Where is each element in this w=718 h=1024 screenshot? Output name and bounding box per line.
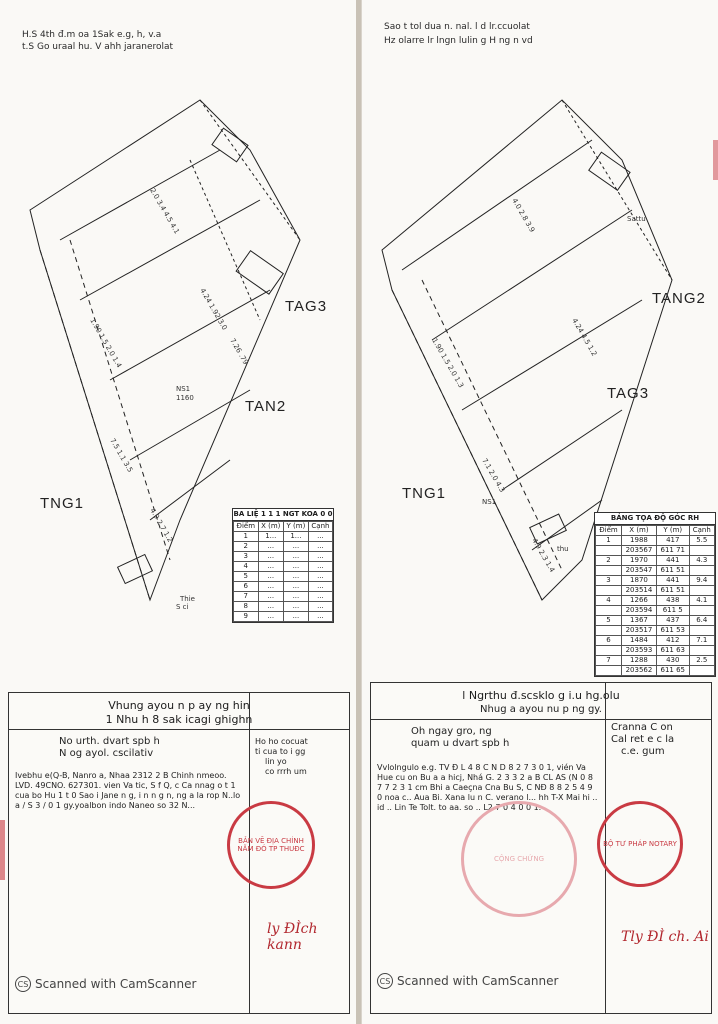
table-row — [596, 546, 715, 556]
table-row — [234, 562, 333, 572]
table-row — [596, 586, 715, 596]
svg-text:4.24 4.5 1.2: 4.24 4.5 1.2 — [570, 317, 599, 358]
coord-header-cell: Y (m) — [656, 526, 689, 536]
coord-cell — [596, 626, 622, 636]
coord-header-cell: Điểm — [596, 526, 622, 536]
table-row — [596, 626, 715, 636]
coord-cell: 7 — [596, 656, 622, 666]
coord-cell: 430 — [656, 656, 689, 666]
right-red-stamp — [597, 801, 683, 887]
table-row — [596, 596, 715, 606]
left-bottom-title2: 1 Nhu h 8 sak icagi ghighn — [105, 713, 253, 726]
coord-cell — [596, 586, 622, 596]
left-watermark-text: Scanned with CamScanner — [35, 977, 197, 991]
coord-cell — [596, 566, 622, 576]
coord-cell — [596, 546, 622, 556]
camscanner-icon: CS — [377, 973, 393, 989]
ns-label: NS1 — [176, 385, 191, 393]
coord-cell: 203593 — [621, 646, 656, 656]
coord-cell — [596, 606, 622, 616]
table-row — [234, 602, 333, 612]
tang2-label: TAN2 — [245, 398, 287, 415]
right-signature: Tly ĐÌ ch. Ai — [621, 929, 709, 945]
left-header-line2: t.S Go uraal hu. V ahh jaranerolat — [22, 42, 174, 52]
table-row — [234, 532, 333, 542]
coord-cell: 7 — [234, 592, 259, 602]
right-notary-box — [370, 682, 712, 1014]
coord-cell: 5.5 — [689, 536, 714, 546]
coord-cell: ... — [283, 612, 308, 622]
table-row — [596, 556, 715, 566]
coord-cell — [689, 626, 714, 636]
coord-cell: 4 — [234, 562, 259, 572]
coord-cell: ... — [283, 592, 308, 602]
left-coordinate-table — [232, 508, 334, 623]
svg-text:7.5 1.1 3.5: 7.5 1.1 3.5 — [108, 437, 135, 474]
left-page — [0, 0, 356, 1024]
left-header-line1: H.S 4th đ.m oa 1Sak e.g, h, v.a — [22, 30, 162, 40]
coord-cell: 203517 — [621, 626, 656, 636]
left-edge-stamp-mark — [0, 820, 5, 880]
right-faint-stamp-text: CỘNG CHỨNG — [493, 855, 545, 863]
coord-cell: 441 — [656, 576, 689, 586]
coord-cell — [689, 666, 714, 676]
right-coord-title: BẢNG TỌA ĐỘ GÓC RH — [595, 513, 715, 525]
coord-cell: 1484 — [621, 636, 656, 646]
table-row — [234, 612, 333, 622]
coord-cell: 1 — [234, 532, 259, 542]
right-ns-label: NS1 — [482, 498, 497, 506]
coord-cell: ... — [258, 542, 283, 552]
coord-cell: ... — [308, 612, 332, 622]
svg-text:4.24 1.92 3.0: 4.24 1.92 3.0 — [198, 287, 229, 332]
right-sign-line3: c.e. gum — [621, 746, 665, 757]
table-row — [596, 666, 715, 676]
coord-cell: 611 53 — [656, 626, 689, 636]
table-row — [596, 566, 715, 576]
coord-cell: 417 — [656, 536, 689, 546]
ns-sub-label: 1160 — [176, 394, 194, 402]
coord-cell: ... — [308, 552, 332, 562]
coord-header-cell: X (m) — [621, 526, 656, 536]
coord-header-cell: Y (m) — [283, 522, 308, 532]
left-sign-line4: co rrrh um — [265, 767, 307, 776]
coord-cell: ... — [258, 572, 283, 582]
coord-cell: 1288 — [621, 656, 656, 666]
coord-cell: 611 51 — [656, 566, 689, 576]
left-coord-grid — [233, 521, 333, 622]
coord-cell: 1870 — [621, 576, 656, 586]
right-sign-line1: Cranna C on — [611, 722, 673, 733]
coord-cell: ... — [258, 552, 283, 562]
coord-cell — [689, 566, 714, 576]
coord-cell: 1 — [596, 536, 622, 546]
coord-cell: 4 — [596, 596, 622, 606]
coord-cell: ... — [283, 582, 308, 592]
coord-cell: 611 5 — [656, 606, 689, 616]
coord-cell: ... — [308, 542, 332, 552]
left-red-stamp — [227, 801, 315, 889]
right-tang3-label: TAG3 — [607, 385, 650, 402]
coord-cell: ... — [258, 582, 283, 592]
right-header-line2: Hz olarre lr lngn lulin g H ng n vd — [384, 36, 533, 46]
coord-cell: 412 — [656, 636, 689, 646]
coord-cell: ... — [283, 542, 308, 552]
coord-cell: ... — [308, 562, 332, 572]
right-page — [362, 0, 718, 1024]
coord-header-cell: Điểm — [234, 522, 259, 532]
svg-text:4.9 2.7 1.2: 4.9 2.7 1.2 — [148, 507, 175, 544]
coord-cell: 9.4 — [689, 576, 714, 586]
table-row — [596, 636, 715, 646]
svg-text:1.90 1.5 2.0 1.4: 1.90 1.5 2.0 1.4 — [88, 317, 124, 370]
coord-cell: 7.1 — [689, 636, 714, 646]
then-label: Thie — [180, 595, 195, 603]
table-row — [596, 656, 715, 666]
right-stamp-text: BỘ TƯ PHÁP NOTARY — [603, 840, 677, 848]
coord-cell: ... — [258, 562, 283, 572]
right-watermark — [377, 973, 558, 989]
coord-cell: 1... — [258, 532, 283, 542]
coord-cell: ... — [308, 532, 332, 542]
svg-text:1.90 1.5 2.0 1.3: 1.90 1.5 2.0 1.3 — [430, 337, 466, 390]
svg-text:4.9 2.3 1.4: 4.9 2.3 1.4 — [530, 537, 557, 574]
coord-cell: 1... — [283, 532, 308, 542]
coord-cell — [689, 646, 714, 656]
right-coordinate-table — [594, 512, 716, 677]
right-header-line1: Sao t tol dua n. nal. l d lr.ccuolat — [384, 22, 530, 32]
tang3-label: TAG3 — [285, 298, 328, 315]
svg-text:2.0 3.4 4.5 4.1: 2.0 3.4 4.5 4.1 — [148, 187, 181, 236]
camscanner-icon: CS — [15, 976, 31, 992]
coord-cell: 6 — [596, 636, 622, 646]
coord-cell: ... — [283, 602, 308, 612]
table-row — [234, 592, 333, 602]
coord-cell: 3 — [596, 576, 622, 586]
coord-cell: 5 — [596, 616, 622, 626]
coord-cell: 441 — [656, 556, 689, 566]
table-row — [234, 552, 333, 562]
right-sub-title2: Oh ngay gro, ng — [411, 726, 492, 737]
coord-cell: 8 — [234, 602, 259, 612]
left-sign-line2: ti cua to i gg — [255, 747, 306, 756]
coord-cell: 1367 — [621, 616, 656, 626]
right-coord-grid — [595, 525, 715, 676]
left-notary-box — [8, 692, 350, 1014]
right-tang2-label: TANG2 — [652, 290, 706, 307]
coord-cell: 611 63 — [656, 646, 689, 656]
right-bottom-subtitle: Nhug a ayou nu p ng gy. — [480, 704, 602, 715]
coord-header-cell: Cạnh — [689, 526, 714, 536]
coord-cell — [596, 646, 622, 656]
coord-cell: 203514 — [621, 586, 656, 596]
table-row — [596, 616, 715, 626]
table-row — [234, 572, 333, 582]
left-sub-title2: N og ayol. cscilativ — [59, 748, 154, 759]
coord-cell: 2 — [234, 542, 259, 552]
coord-header-cell: X (m) — [258, 522, 283, 532]
coord-cell: 438 — [656, 596, 689, 606]
coord-cell: 2 — [596, 556, 622, 566]
coord-cell: 203547 — [621, 566, 656, 576]
then-sub-label: S ci — [176, 603, 189, 611]
coord-cell: ... — [308, 602, 332, 612]
coord-cell: 203562 — [621, 666, 656, 676]
coord-cell: ... — [283, 552, 308, 562]
coord-cell: 6 — [234, 582, 259, 592]
table-row — [596, 646, 715, 656]
right-watermark-text: Scanned with CamScanner — [397, 974, 559, 988]
right-body-text: Vvlolngulo e.g. TV Đ L 4 8 C N D 8 2 7 3 0 1, vién Va Hue cu on Bu a a hicj, Nhá G. 2 3 3 2 a B CL AS (N 0 8 7 7 2 3 1 cm Bhi a Caeçna Cna Bu S, C NĐ 8 8 2 5 4 9 0 noa c.. Aua Bi. Xana lu n C. verano l... hh T-X Mai hi .. id .. Lin Te Tolt. to aa. so .. L2 7 0 4 0 0 1. — [377, 763, 598, 812]
table-row — [234, 542, 333, 552]
svg-text:4.0 2.8 3.9: 4.0 2.8 3.9 — [510, 197, 537, 234]
coord-cell: 5 — [234, 572, 259, 582]
coord-cell: ... — [308, 582, 332, 592]
coord-cell: 611 65 — [656, 666, 689, 676]
table-row — [234, 582, 333, 592]
coord-cell — [689, 546, 714, 556]
coord-cell: 1970 — [621, 556, 656, 566]
coord-cell: ... — [283, 562, 308, 572]
coord-cell: 203594 — [621, 606, 656, 616]
coord-cell: 611 71 — [656, 546, 689, 556]
coord-cell: ... — [258, 592, 283, 602]
coord-cell: 203567 — [621, 546, 656, 556]
coord-cell: 3 — [234, 552, 259, 562]
table-row — [596, 576, 715, 586]
coord-cell — [689, 586, 714, 596]
coord-cell: 2.5 — [689, 656, 714, 666]
left-body-text: Ivebhu e(Q-B, Nanro a, Nhaa 2312 2 B Chinh nmeoo. LVD. 49CNO. 627301. vien Va tic, S f Q, c Ca nnag o t 1 cua bo Hu 1 t 0 Sao i Jane n g, i n n g n, ng a la rop N..lo a / S 3 / 0 1 gy.yoalbon indo Naneo so 32 N... — [15, 771, 241, 810]
left-bottom-title1: Vhung ayou n p ay ng hin — [108, 699, 250, 712]
coord-cell: ... — [308, 592, 332, 602]
right-sign-line2: Cal ret e c la — [611, 734, 675, 745]
left-sub-title1: No urth. dvart spb h — [59, 736, 160, 747]
coord-cell: 6.4 — [689, 616, 714, 626]
coord-cell — [689, 606, 714, 616]
right-sat-label: Sattu — [627, 215, 646, 223]
right-then-label: thu — [557, 545, 569, 553]
svg-text:7.26 .79: 7.26 .79 — [228, 337, 250, 367]
coord-cell: 4.3 — [689, 556, 714, 566]
right-bottom-title: l Ngrthu đ.scsklo g i.u hg.olu — [462, 689, 620, 702]
coord-cell: 9 — [234, 612, 259, 622]
tang1-label: TNG1 — [40, 495, 85, 512]
left-watermark — [15, 976, 196, 992]
coord-cell — [596, 666, 622, 676]
coord-cell: ... — [308, 572, 332, 582]
coord-header-cell: Cạnh — [308, 522, 332, 532]
svg-text:7.1 2.0 4.3: 7.1 2.0 4.3 — [480, 457, 507, 494]
left-signature: ly ĐÌch kann — [267, 921, 318, 953]
table-row — [596, 536, 715, 546]
right-sub-title3: quam u dvart spb h — [411, 738, 510, 749]
left-sign-line1: Ho ho cocuat — [255, 737, 308, 746]
coord-cell: 611 51 — [656, 586, 689, 596]
left-sign-line3: lin yo — [265, 757, 287, 766]
left-coord-title: BA LIỆ 1 1 1 NGT KOA 0 0 — [233, 509, 333, 521]
coord-cell: ... — [258, 612, 283, 622]
coord-cell: 1266 — [621, 596, 656, 606]
coord-cell: ... — [283, 572, 308, 582]
coord-cell: 437 — [656, 616, 689, 626]
table-row — [596, 606, 715, 616]
coord-cell: 1988 — [621, 536, 656, 546]
right-faint-stamp — [461, 801, 577, 917]
coord-cell: ... — [258, 602, 283, 612]
right-tang1-label: TNG1 — [402, 485, 447, 502]
left-stamp-text: BẢN VẼ ĐỊA CHÍNH NĂM ĐÓ TP THUĐC — [237, 837, 305, 853]
right-edge-stamp-mark — [713, 140, 718, 180]
coord-cell: 4.1 — [689, 596, 714, 606]
